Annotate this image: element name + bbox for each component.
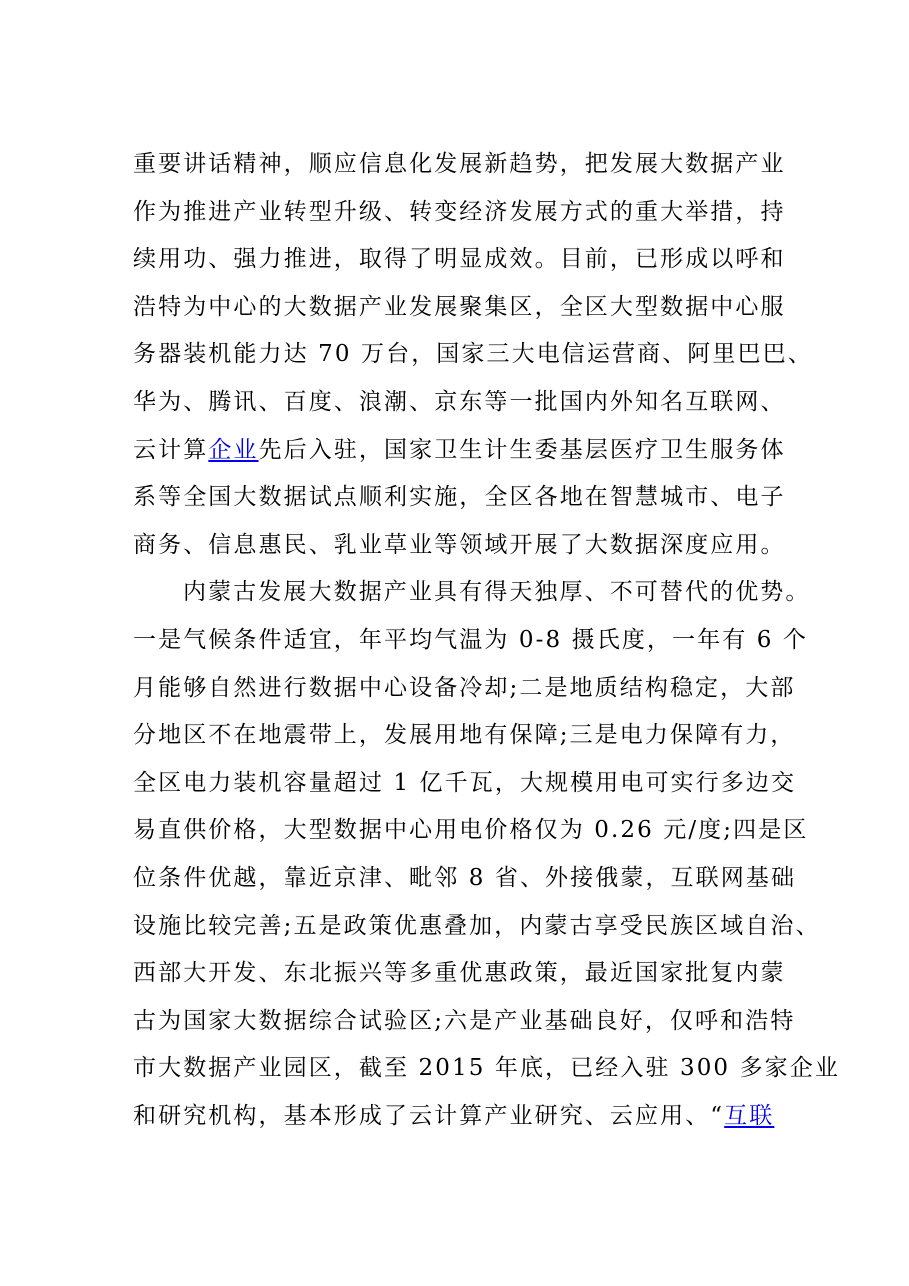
text-line: 月能够自然进行数据中心设备冷却;二是地质结构稳定，大部 — [133, 674, 796, 701]
text-line: 位条件优越，靠近京津、毗邻 8 省、外接俄蒙，互联网基础 — [133, 864, 797, 891]
text-line-with-link — [133, 1093, 813, 1141]
text-line: 设施比较完善;五是政策优惠叠加，内蒙古享受民族区域自治、 — [133, 912, 821, 939]
text-line: 市大数据产业园区，截至 2015 年底，已经入驻 300 多家企业 — [133, 1055, 840, 1082]
internet-link[interactable]: 互联 — [724, 1102, 775, 1129]
text-segment: 云计算 — [133, 436, 209, 463]
text-line: 一是气候条件适宜，年平均气温为 0-8 摄氏度，一年有 6 个 — [133, 626, 809, 653]
text-segment: 和研究机构，基本形成了云计算产业研究、云应用、“ — [133, 1102, 725, 1129]
paragraph-first-line: 内蒙古发展大数据产业具有得天独厚、不可替代的优势。 — [183, 579, 811, 606]
text-line: 易直供价格，大型数据中心用电价格仅为 0.26 元/度;四是区 — [133, 817, 809, 844]
text-line: 西部大开发、东北振兴等多重优惠政策，最近国家批复内蒙 — [133, 960, 786, 987]
text-line: 续用功、强力推进，取得了明显成效。目前，已形成以呼和 — [133, 246, 786, 273]
text-line: 全区电力装机容量超过 1 亿千瓦，大规模用电可实行多边交 — [133, 769, 797, 796]
text-line: 系等全国大数据试点顺利实施，全区各地在智慧城市、电子 — [133, 484, 786, 511]
text-line: 古为国家大数据综合试验区;六是产业基础良好，仅呼和浩特 — [133, 1007, 796, 1034]
enterprise-link[interactable]: 企业 — [208, 436, 259, 463]
text-line: 华为、腾讯、百度、浪潮、京东等一批国内外知名互联网、 — [133, 388, 786, 415]
text-line: 分地区不在地震带上，发展用地有保障;三是电力保障有力， — [133, 722, 796, 749]
text-line-with-link — [133, 427, 813, 475]
text-line: 重要讲话精神，顺应信息化发展新趋势，把发展大数据产业 — [133, 151, 786, 177]
text-line: 浩特为中心的大数据产业发展聚集区，全区大型数据中心服 — [133, 293, 786, 320]
text-line: 作为推进产业转型升级、转变经济发展方式的重大举措，持 — [133, 198, 786, 225]
body-text — [133, 141, 840, 1140]
text-segment: 先后入驻，国家卫生计生委基层医疗卫生服务体 — [258, 436, 786, 463]
text-line: 商务、信息惠民、乳业草业等领域开展了大数据深度应用。 — [133, 531, 786, 558]
text-line: 务器装机能力达 70 万台，国家三大电信运营商、阿里巴巴、 — [133, 341, 813, 368]
